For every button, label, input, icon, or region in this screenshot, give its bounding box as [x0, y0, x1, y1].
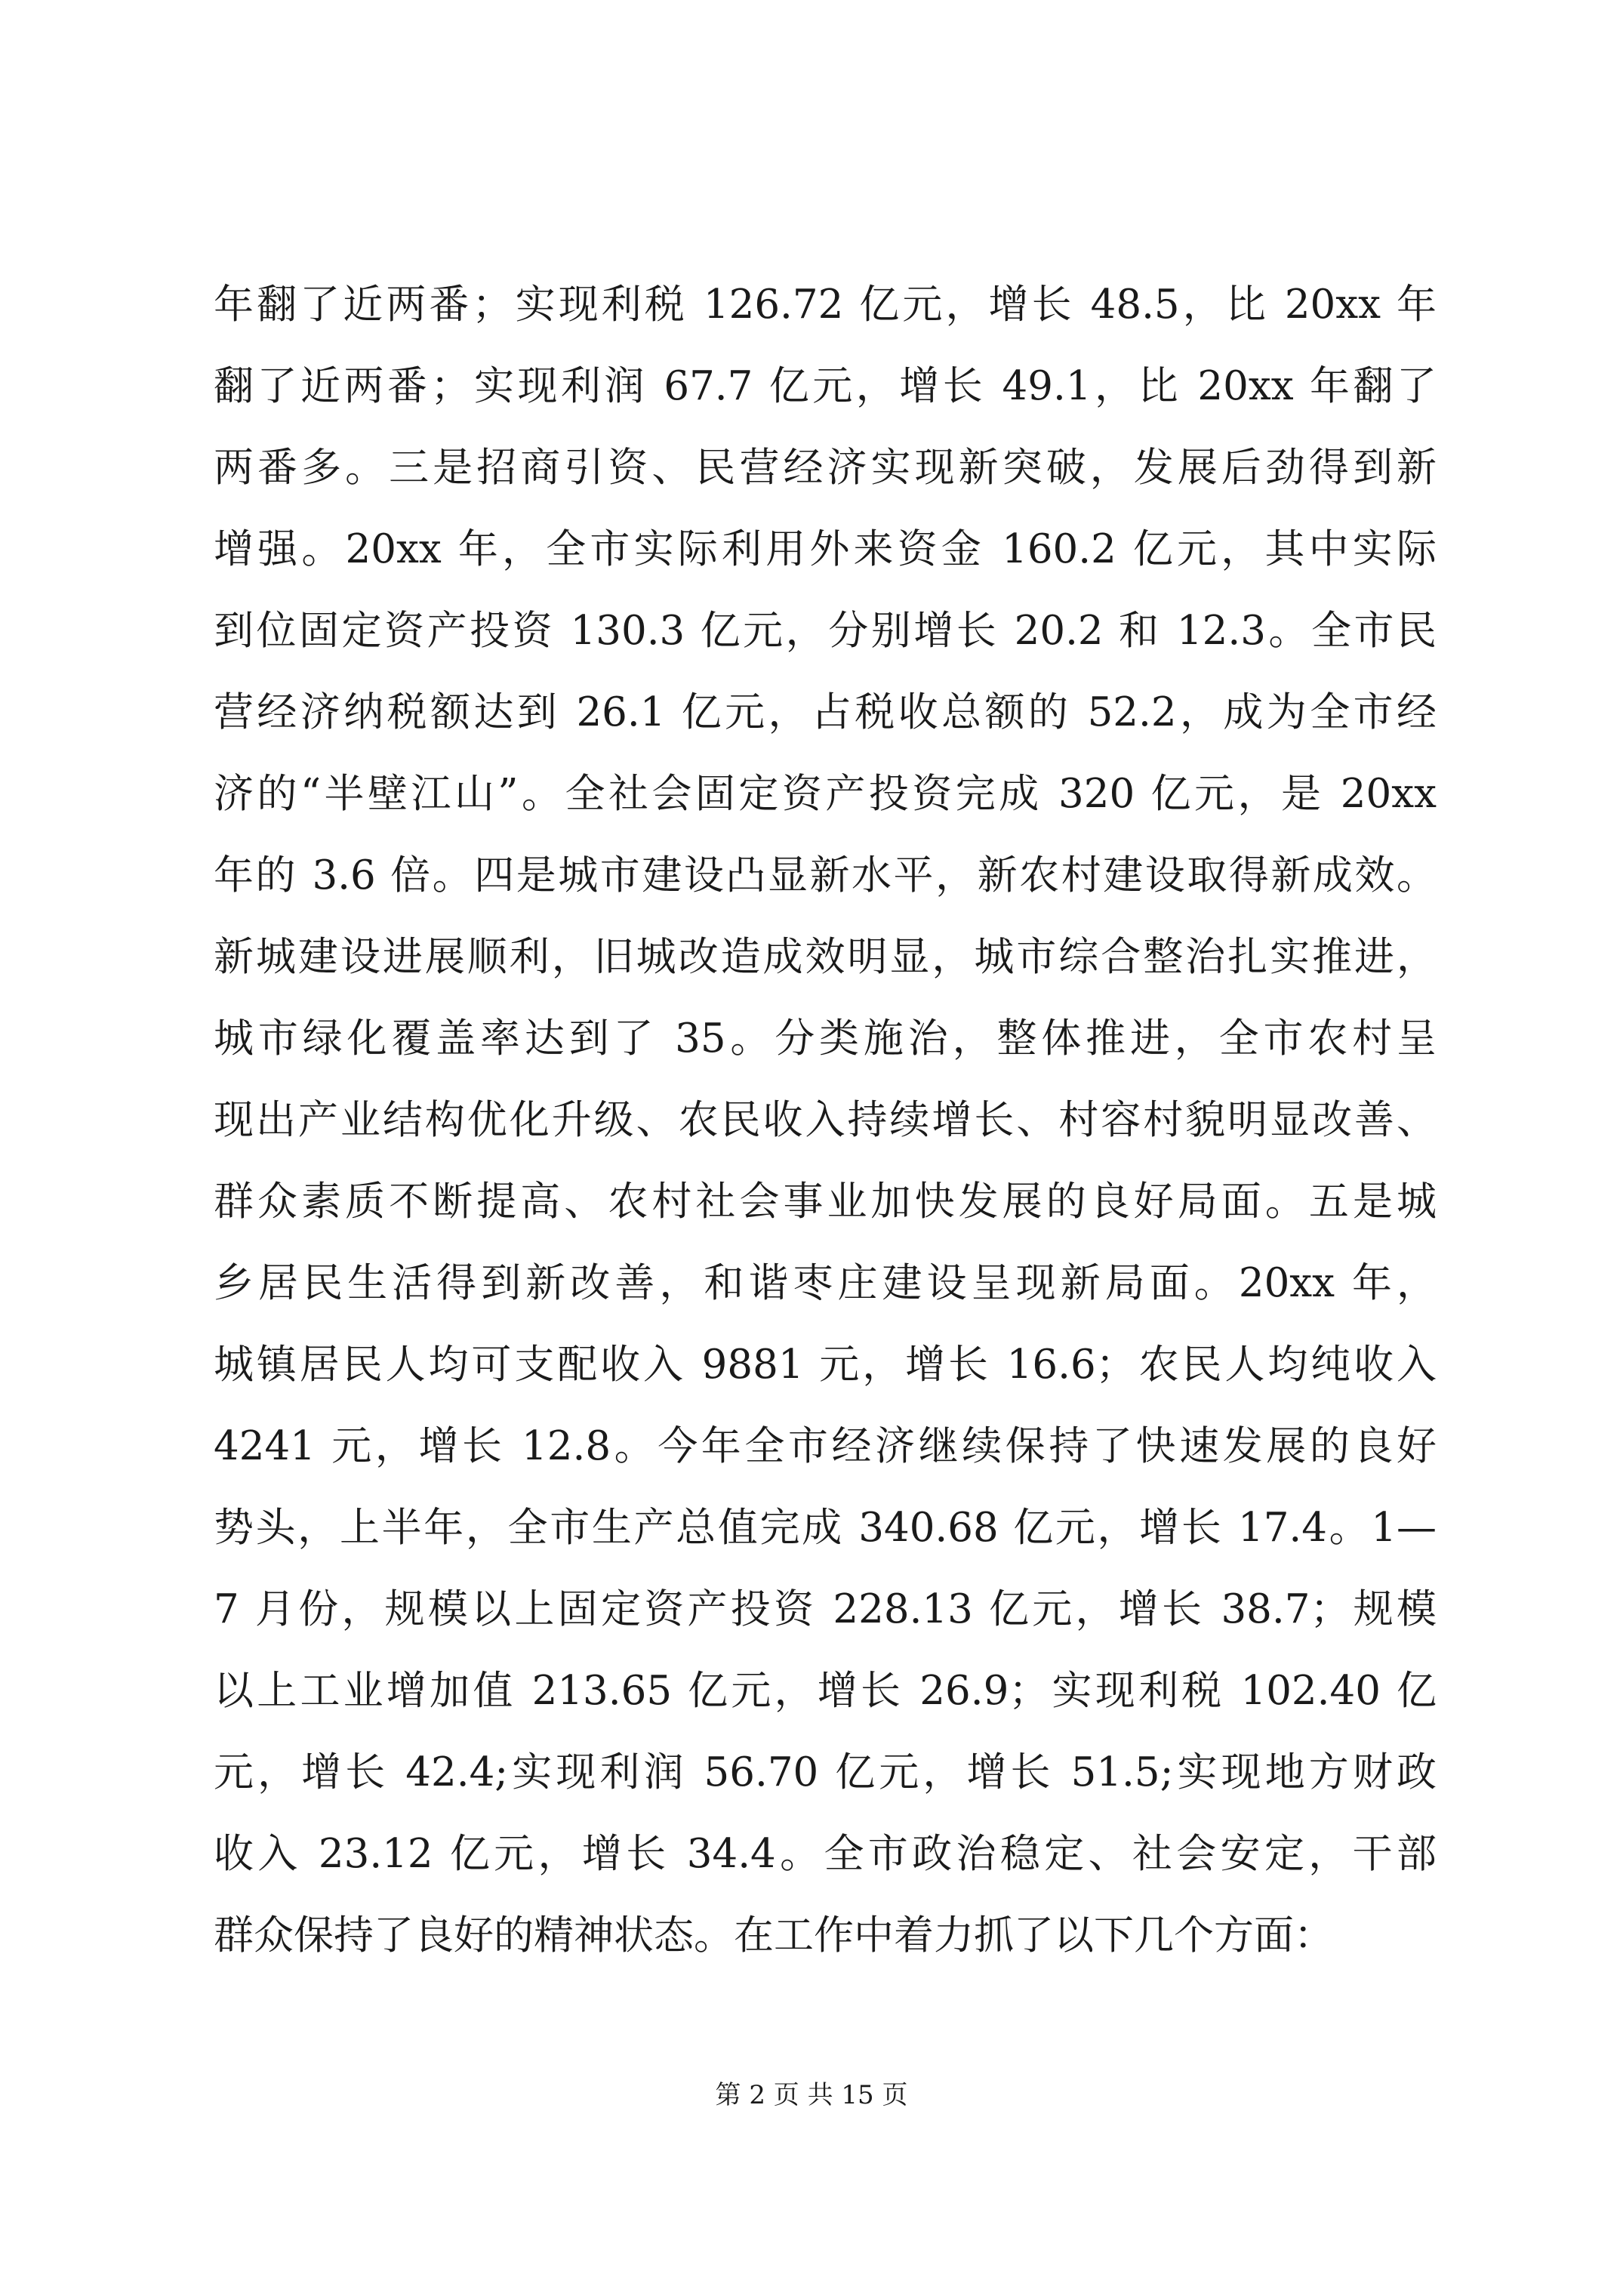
- text-line: 城市绿化覆盖率达到了 35。分类施治，整体推进，全市农村呈: [214, 1015, 1437, 1062]
- text-line: 两番多。三是招商引资、民营经济实现新突破，发展后劲得到新: [214, 445, 1437, 491]
- text-line: 增强。20xx 年，全市实际利用外来资金 160.2 亿元，其中实际: [214, 526, 1437, 572]
- text-line: 新城建设进展顺利，旧城改造成效明显，城市综合整治扎实推进，: [214, 934, 1437, 980]
- text-line: 年翻了近两番；实现利税 126.72 亿元，增长 48.5，比 20xx 年: [214, 282, 1437, 328]
- text-line: 群众素质不断提高、农村社会事业加快发展的良好局面。五是城: [214, 1179, 1437, 1225]
- text-line: 营经济纳税额达到 26.1 亿元，占税收总额的 52.2，成为全市经: [214, 689, 1437, 735]
- text-line: 现出产业结构优化升级、农民收入持续增长、村容村貌明显改善、: [214, 1097, 1437, 1143]
- body-text: [214, 264, 1437, 1977]
- text-line: 乡居民生活得到新改善，和谐枣庄建设呈现新局面。20xx 年，: [214, 1260, 1437, 1306]
- page-footer: [0, 2076, 1623, 2114]
- text-line: 城镇居民人均可支配收入 9881 元，增长 16.6；农民人均纯收入: [214, 1342, 1437, 1388]
- text-line: 收入 23.12 亿元，增长 34.4。全市政治稳定、社会安定，干部: [214, 1831, 1437, 1877]
- text-line: 年的 3.6 倍。四是城市建设凸显新水平，新农村建设取得新成效。: [214, 852, 1437, 898]
- text-line: 4241 元，增长 12.8。今年全市经济继续保持了快速发展的良好: [214, 1423, 1437, 1469]
- text-line: 势头，上半年，全市生产总值完成 340.68 亿元，增长 17.4。1—: [214, 1505, 1437, 1551]
- text-line: 元，增长 42.4;实现利润 56.70 亿元，增长 51.5;实现地方财政: [214, 1749, 1437, 1795]
- text-line: 到位固定资产投资 130.3 亿元，分别增长 20.2 和 12.3。全市民: [214, 608, 1437, 654]
- text-line: 以上工业增加值 213.65 亿元，增长 26.9；实现利税 102.40 亿: [214, 1668, 1437, 1714]
- text-line: 翻了近两番；实现利润 67.7 亿元，增长 49.1，比 20xx 年翻了: [214, 363, 1437, 409]
- text-line: 济的“半壁江山”。全社会固定资产投资完成 320 亿元，是 20xx: [214, 771, 1437, 817]
- text-line: 7 月份，规模以上固定资产投资 228.13 亿元，增长 38.7；规模: [214, 1586, 1437, 1632]
- page-number-label: 第 2 页 共 15 页: [715, 2080, 908, 2110]
- text-line: 群众保持了良好的精神状态。在工作中着力抓了以下几个方面：: [214, 1912, 1334, 1959]
